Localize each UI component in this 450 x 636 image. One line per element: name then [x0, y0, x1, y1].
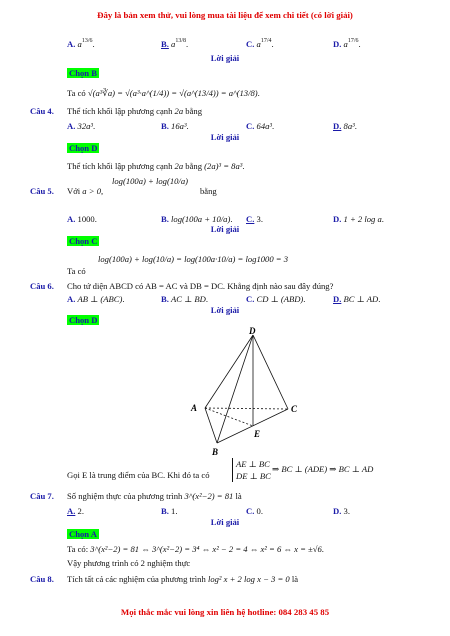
q5-label: Câu 5. [30, 186, 54, 196]
vertex-label-c: C [291, 404, 298, 414]
q6-label: Câu 6. [30, 281, 54, 291]
q5-expression: log(100a) + log(10/a) [112, 176, 188, 186]
q6-option-a: A. AB ⊥ (ABC). [67, 294, 125, 304]
q6-chon: Chọn D [69, 315, 98, 325]
prev-option-d: D. $a^{17/6}$. [333, 38, 361, 49]
vertex-label-a: A [191, 403, 198, 413]
q7-option-c: C. 0. [246, 506, 263, 516]
loi-giai-heading: Lời giải [210, 132, 240, 142]
prev-option-b: B. $a^{13/8}$. [161, 38, 189, 49]
q4-option-c: C. 64a³. [246, 121, 275, 131]
loi-giai-heading: Lời giải [210, 53, 240, 63]
q6-option-d: D. BC ⊥ AD. [333, 294, 381, 304]
q6-option-b: B. AC ⊥ BD. [161, 294, 209, 304]
edge-bc [217, 409, 288, 443]
q8-text: Tích tất cả các nghiệm của phương trình log² x + 2 log x − 3 = 0 là [67, 574, 299, 584]
q4-chon: Chọn D [69, 143, 98, 153]
q5-option-c: C. 3. [246, 214, 263, 224]
edge-ac [205, 408, 288, 409]
q8-label: Câu 8. [30, 574, 54, 584]
q7-conclusion: Vậy phương trình có 2 nghiệm thực [67, 558, 191, 568]
header-banner: Đây là bản xem thử, vui lòng mua tài liệu để xem chi tiết (có lời giải) [97, 10, 353, 20]
q7-option-b: B. 1. [161, 506, 178, 516]
loi-giai-heading: Lời giải [210, 305, 240, 315]
q7-option-d: D. 3. [333, 506, 350, 516]
q7-text: Số nghiệm thực của phương trình 3^(x²−2) = 81 là [67, 491, 242, 501]
q5-text: Với a > 0, [67, 186, 104, 196]
q6-text: Cho tứ diện ABCD có AB = AC và DB = DC. Khẳng định nào sau đây đúng? [67, 281, 334, 291]
q6-solution-system: AE ⊥ BC DE ⊥ BC [232, 458, 271, 482]
prev-solution: Ta có √(a³∛a) = √(a³·a^(1/4)) = √(a^(13/4)) = a^(13/8). [67, 88, 260, 98]
q7-label: Câu 7. [30, 491, 54, 501]
q4-option-a: A. 32a³. [67, 121, 96, 131]
loi-giai-heading: Lời giải [210, 224, 240, 234]
q5-option-d: D. 1 + 2 log a. [333, 214, 384, 224]
q7-option-a: A. 2. [67, 506, 84, 516]
q5-solution-prefix: Ta có [67, 266, 86, 276]
edge-ae [205, 408, 253, 426]
q4-option-d: D. 8a³. [333, 121, 357, 131]
q6-solution-text: Gọi E là trung điểm của BC. Khi đó ta có [67, 470, 210, 480]
footer-banner: Mọi thắc mắc vui lòng xin liên hệ hotline: 084 283 45 85 [120, 607, 330, 617]
q5-chon: Chọn C [69, 236, 98, 246]
q5-text-after: bằng [200, 186, 217, 196]
edge-db [217, 335, 253, 443]
prev-option-c: C. $a^{17/4}$. [246, 38, 274, 49]
loi-giai-heading: Lời giải [210, 517, 240, 527]
q7-chon: Chọn A [69, 529, 97, 539]
q5-solution-math: log(100a) + log(10/a) = log(100a·10/a) = log1000 = 3 [98, 254, 289, 264]
q5-option-b: B. log(100a + 10/a). [161, 214, 233, 224]
q5-option-a: A. 1000. [67, 214, 97, 224]
vertex-label-e: E [254, 429, 261, 439]
q4-option-b: B. 16a³. [161, 121, 189, 131]
edge-dc [253, 335, 288, 409]
edge-da [205, 335, 253, 408]
q4-label: Câu 4. [30, 106, 54, 116]
vertex-label-b: B [212, 447, 219, 457]
q4-solution: Thể tích khối lập phương cạnh 2a bằng (2a)³ = 8a³. [67, 161, 245, 171]
prev-option-a: A. $a^{13/6}$. [67, 38, 95, 49]
q7-solution: Ta có: 3^(x²−2) = 81 ⇔ 3^(x²−2) = 3⁴ ⇔ x² − 2 = 4 ⇔ x² = 6 ⇔ x = ±√6. [67, 544, 324, 554]
vertex-label-d: D [249, 326, 256, 336]
q6-option-c: C. CD ⊥ (ABD). [246, 294, 306, 304]
edge-ab [205, 408, 217, 443]
prev-chon: Chọn B [69, 68, 97, 78]
q6-solution-conclusion: ⇒ BC ⊥ (ADE) ⇒ BC ⊥ AD [272, 464, 374, 474]
q4-text: Thể tích khối lập phương cạnh 2a bằng [67, 106, 203, 116]
tetrahedron-figure [180, 325, 310, 460]
